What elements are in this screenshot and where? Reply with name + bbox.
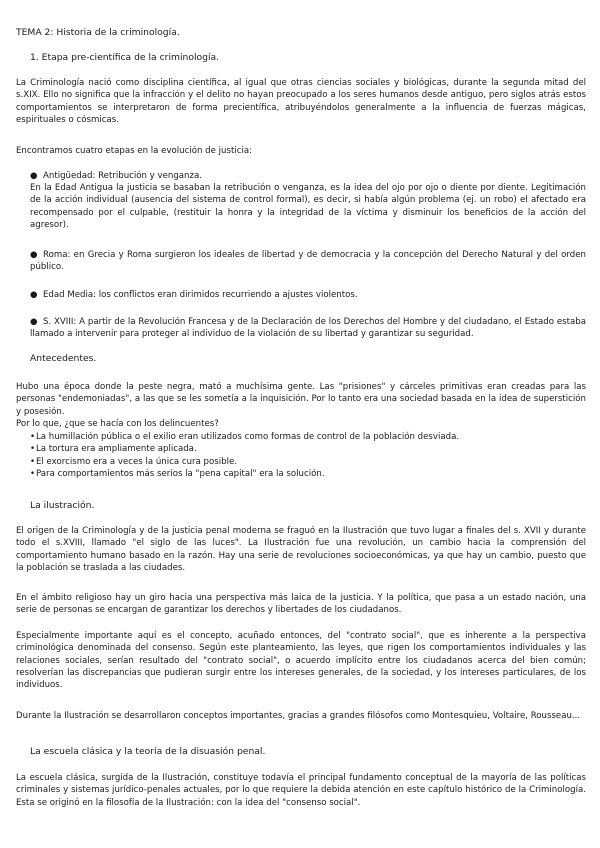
delincuentes-question: Por lo que, ¿que se hacía con los delincuentes? [16, 419, 219, 429]
antiguedad-heading [30, 170, 586, 182]
roma-text: Roma: en Grecia y Roma surgieron los ideales de libertad y de democracia y la concepción del Derecho Natural y del orden público. [30, 250, 586, 273]
list-item: • El exorcismo era a veces la única cura posible. [30, 456, 586, 468]
roma-item [30, 249, 586, 274]
etapas-paragraph: Encontramos cuatro etapas en la evolución de justicia: [16, 146, 252, 156]
antiguedad-body: En la Edad Antigua la justicia se basaban la retribución o venganza, es la idea del ojo por ojo o diente por diente. Legitimación de la acción individual (ausencia del sistema de control formal), es decir, si había algún problema (ej. un robo) el afectado era recompensado por el culpable, (restituir la honra y la integridad de la víctima y disminuir los beneficios de la acción del agresor). [30, 183, 586, 230]
delincuentes-list [30, 431, 586, 480]
document-title: TEMA 2: Historia de la criminología. [16, 27, 180, 38]
ilustracion-paragraph-1: El origen de la Criminología y de la justicia penal moderna se fraguó en la Ilustración que tuvo lugar a finales del s. XVII y durante todo el s.XVIII, llamado "el siglo de las luces". La Ilustración fue una revolución, un cambio hacia la comprensión del comportamiento humano basado en la razón. Hay una serie de revoluciones socioeconómicas, ya que hay un cambio, puesto que la población se traslada a las ciudades. [16, 526, 586, 573]
bullet-icon: ● [30, 290, 38, 300]
edad-media-text: Edad Media: los conflictos eran dirimidos recurriendo a ajustes violentos. [43, 290, 358, 300]
bullet-icon: ● [30, 171, 38, 181]
xviii-text: S. XVIII: A partir de la Revolución Francesa y de la Declaración de los Derechos del Hombre y del ciudadano, el Estado estaba llamado a intervenir para proteger al individuo de la violación de su libertad y garantizar su seguridad. [30, 317, 586, 340]
section-heading-ilustracion: La ilustración. [30, 500, 95, 511]
section-heading-antecedentes: Antecedentes. [30, 353, 97, 364]
antiguedad-label: Antigüedad: Retribución y venganza. [43, 171, 203, 181]
peste-paragraph: Hubo una época donde la peste negra, mató a muchísima gente. Las "prisiones" y cárceles primitivas eran creadas para las personas "endemoniadas", a las que se les sometía a la inquisición. Por lo tanto era una sociedad basada en la idea de superstición y posesión. [16, 382, 586, 417]
section-heading-etapa: 1. Etapa pre-científica de la criminología. [30, 52, 220, 63]
bullet-icon: ● [30, 250, 38, 260]
list-item: • La humillación pública o el exilio eran utilizados como formas de control de la población desviada. [30, 431, 586, 443]
ilustracion-paragraph-2: En el ámbito religioso hay un giro hacia una perspectiva más laica de la justicia. Y la política, que pasa a un estado nación, una serie de personas se encargan de garantizar los derechos y libertades de los ciudadanos. [16, 593, 586, 616]
bullet-icon: ● [30, 317, 38, 327]
list-item: • La tortura era ampliamente aplicada. [30, 443, 586, 455]
intro-paragraph: La Criminología nació como disciplina científica, al igual que otras ciencias sociales y biológicas, durante la segunda mitad del s.XIX. Ello no significa que la infracción y el delito no hayan preocupado a los seres humanos desde antiguo, pero siglos atrás estos comportamientos se interpretaron de forma precientífica, atribuyéndolos generalmente a la influencia de fuerzas mágicas, espirituales o cósmicas. [16, 78, 586, 125]
section-heading-escuela: La escuela clásica y la teoría de la disuasión penal. [30, 746, 266, 757]
xviii-item [30, 316, 586, 341]
list-item: • Para comportamientos más serios la "pena capital" era la solución. [30, 468, 586, 480]
edad-media-item [30, 289, 586, 301]
ilustracion-paragraph-3: Especialmente importante aquí es el concepto, acuñado entonces, del "contrato social", que es inherente a la perspectiva criminológica denominada del consenso. Según este planteamiento, las leyes, que rigen los comportamientos individuales y las relaciones sociales, serían resultado del "contrato social", o acuerdo implícito entre los ciudadanos acerca del bien común; resolverían las discrepancias que pudieran surgir entre los intereses generales, de la sociedad, y los intereses particulares, de los individuos. [16, 631, 586, 691]
ilustracion-paragraph-4: Durante la Ilustración se desarrollaron conceptos importantes, gracias a grandes filósofos como Montesquieu, Voltaire, Rousseau... [16, 711, 581, 721]
escuela-paragraph: La escuela clásica, surgida de la Ilustración, constituye todavía el principal fundamento conceptual de la mayoría de las políticas criminales y sistemas jurídico-penales actuales, por lo que requiere la debida atención en este capítulo histórico de la Criminología. Esta se originó en la filosofía de la Ilustración: con la idea del "consenso social". [16, 773, 586, 808]
